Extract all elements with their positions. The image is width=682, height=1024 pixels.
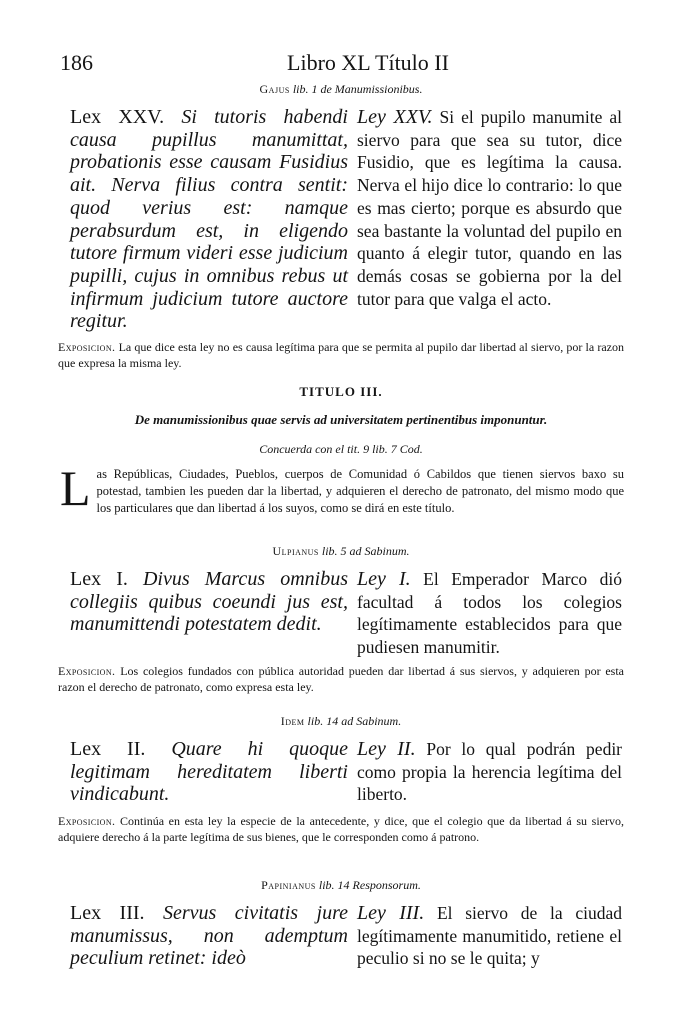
ley-label: Ley II. [357,738,416,760]
lex-label: Lex II. [70,738,146,760]
lex-label: Lex III. [70,902,145,924]
ley-label: Ley I. [357,568,411,590]
spanish-text: Por lo qual podrán pedir como propia la herencia legítima del liberto. [357,739,623,805]
latin-column [70,106,348,333]
source-author: Ulpianus [272,544,319,558]
exposicion-label: Exposicion. [58,814,116,828]
source-citation [0,544,682,559]
source-reference: lib. 1 de Manumissionibus. [289,82,423,96]
exposicion-text: Continúa en esta ley la especie de la antecedente, y dice, que el colegio que da libertad á su siervo, adquiere derecho á la parte legítima de sus bienes, que le corresponden como á patrono. [58,814,625,844]
source-citation [0,82,682,97]
drop-cap: L [60,460,91,516]
exposicion-label: Exposicion. [58,664,116,678]
spanish-text: El siervo de la ciudad legítimamente manumitido, retiene el peculio si no se le quita; y [357,903,622,969]
page-header [60,50,640,80]
lex-label: Lex XXV. [70,106,165,128]
spanish-text: El Emperador Marco dió facultad á todos los colegios legítimamente establecidos para que pudiesen manumitir. [357,569,622,658]
lex-label: Lex I. [70,568,128,590]
title-heading: TITULO III. [299,384,383,399]
title-introduction [58,460,624,516]
source-citation [0,878,682,893]
latin-text: Quare hi quoque legitimam hereditatem liberti vindicabunt. [70,738,348,806]
exposicion-text: La que dice esta ley no es causa legítima para que se permita al pupilo dar libertad al siervo, por la razon que expresa la misma ley. [58,340,625,370]
exposicion-text: Los colegios fundados con pública autoridad pueden dar libertad á sus siervos, y adquieren por esta razon el derecho de patronato, como expresa esta ley. [58,664,624,694]
ley-label: Ley XXV. [357,106,433,128]
latin-text: Divus Marcus omnibus collegiis quibus coeundi jus est, manumittendi potestatem dedit. [70,568,348,636]
spanish-text: Si el pupilo manumite al siervo para que sea su tutor, dice Fusidio, que es legítima la causa. Nerva el hijo dice lo contrario: lo que es mas cierto; porque es absurdo que sea bastante la voluntad del pupilo en quanto á elegir tutor, quando en las demás cosas se gobierna por la del tutor para que valga el acto. [357,107,623,309]
page-number: 186 [60,50,93,75]
latin-column [70,738,348,806]
exposicion-note [58,340,624,372]
spanish-column [357,902,622,970]
source-author: Idem [280,714,305,728]
source-reference: lib. 14 ad Sabinum. [304,714,402,728]
ley-label: Ley III. [357,902,425,924]
source-author: Gajus [259,82,290,96]
exposicion-note [58,664,624,696]
title-rubric: De manumissionibus quae servis ad universitatem pertinentibus imponuntur. [134,412,548,427]
spanish-column [357,106,622,310]
spanish-column [357,568,622,659]
exposicion-label: Exposicion. [58,340,116,354]
latin-text: Servus civitatis jure manumissus, non ademptum peculium retinet: ideò [70,902,348,970]
latin-column [70,568,348,636]
exposicion-note [58,814,624,846]
concordance-note: Concuerda con el tit. 9 lib. 7 Cod. [259,442,423,456]
introduction-text: as Repúblicas, Ciudades, Pueblos, cuerpos de Comunidad ó Cabildos que tienen siervos baxo su potestad, tambien les pueden dar la libertad, y adquieren el derecho de patronato, del mismo modo que los particulares que dan libertad á los suyos, como se dirá en este título. [96,467,624,515]
source-author: Papinianus [261,878,316,892]
running-title: Libro XL Título II [287,50,449,75]
source-reference: lib. 14 Responsorum. [315,878,421,892]
source-reference: lib. 5 ad Sabinum. [318,544,410,558]
latin-text: Si tutoris habendi causa pupillus manumittat, probationis esse causam Fusidius ait. Nerva filius contra sentit: quod verius est: namque perabsurdum est, in eligendo tutore firmum videri esse judicium pupilli, cujus in omnibus rebus ut infirmum judicium tutore auctore regitur. [70,106,348,333]
latin-column [70,902,348,970]
source-citation [0,714,682,729]
spanish-column [357,738,622,806]
